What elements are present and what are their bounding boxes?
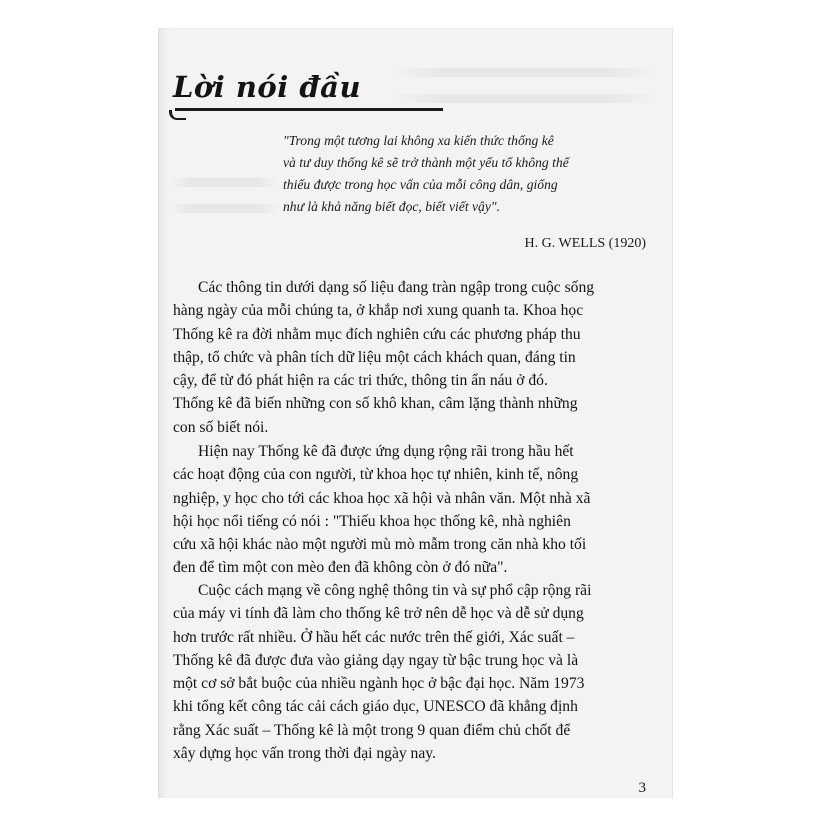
paragraph-line: hội học nổi tiếng có nói : "Thiếu khoa học thống kê, nhà nghiên [173, 512, 571, 530]
paragraph-line: hàng ngày của mỗi chúng ta, ở khắp nơi xung quanh ta. Khoa học [173, 302, 584, 320]
paragraph-line: Cuộc cách mạng về công nghệ thông tin và sự phổ cập rộng rãi [198, 582, 592, 599]
paragraph-line: của máy vi tính đã làm cho thống kê trở nên dễ học và dễ sử dụng [173, 605, 584, 623]
paragraph-line: rằng Xác suất – Thống kê là một trong 9 quan điểm chủ chốt để [173, 721, 571, 739]
bleed-through-mark [169, 178, 279, 187]
paragraph-line: con số biết nói. [173, 418, 269, 436]
bleed-through-mark [169, 204, 279, 213]
paragraph-3 [173, 579, 649, 765]
paragraph-line: đen để tìm một con mèo đen đã không còn ở đó nữa". [173, 559, 508, 577]
paragraph-line: một cơ sở bắt buộc của nhiều ngành học ở bậc đại học. Năm 1973 [173, 675, 585, 693]
page-number: 3 [638, 780, 646, 796]
page-title: Lời nói đầu [173, 70, 362, 104]
title-underline [175, 108, 443, 111]
book-page [158, 28, 673, 798]
title-flourish [169, 110, 186, 120]
paragraph-1 [173, 276, 649, 439]
paragraph-line: Thống kê đã biến những con số khô khan, câm lặng thành những [173, 395, 578, 413]
paragraph-line: hơn trước rất nhiều. Ở hầu hết các nước trên thế giới, Xác suất – [173, 628, 575, 646]
paragraph-line: nghiệp, y học cho tới các khoa học xã hội và nhân văn. Một nhà xã [173, 489, 591, 507]
paragraph-line: Thống kê ra đời nhằm mục đích nghiên cứu các phương pháp thu [173, 325, 581, 343]
paragraph-line: xây dựng học vấn trong thời đại ngày nay. [173, 745, 436, 763]
paragraph-line: các hoạt động của con người, từ khoa học tự nhiên, kinh tế, nông [173, 466, 579, 484]
paragraph-line: khi tổng kết công tác cải cách giáo dục, UNESCO đã khẳng định [173, 698, 578, 716]
quote-line: như là khả năng biết đọc, biết viết vậy". [283, 199, 500, 214]
paragraph-line: cứu xã hội khác nào một người mù mò mẫm trong căn nhà kho tối [173, 536, 587, 554]
quote-line: thiếu được trong học vấn của mỗi công dân, giống [283, 177, 558, 192]
epigraph-quote [283, 130, 663, 218]
paragraph-line: cậy, để từ đó phát hiện ra các tri thức, thông tin ẩn náu ở đó. [173, 372, 548, 390]
paragraph-2 [173, 440, 649, 580]
paragraph-line: thập, tổ chức và phân tích dữ liệu một cách khách quan, đáng tin [173, 348, 576, 366]
quote-line: và tư duy thống kê sẽ trở thành một yếu tố không thể [283, 155, 569, 170]
bleed-through-mark [389, 68, 659, 77]
paragraph-line: Thống kê đã được đưa vào giảng dạy ngay từ bậc trung học và là [173, 651, 579, 669]
bleed-through-mark [389, 94, 659, 103]
quote-attribution: H. G. WELLS (1920) [524, 236, 646, 251]
quote-line: "Trong một tương lai không xa kiến thức thống kê [283, 133, 554, 148]
paragraph-line: Các thông tin dưới dạng số liệu đang tràn ngập trong cuộc sống [198, 279, 595, 296]
paragraph-line: Hiện nay Thống kê đã được ứng dụng rộng rãi trong hầu hết [198, 443, 574, 460]
